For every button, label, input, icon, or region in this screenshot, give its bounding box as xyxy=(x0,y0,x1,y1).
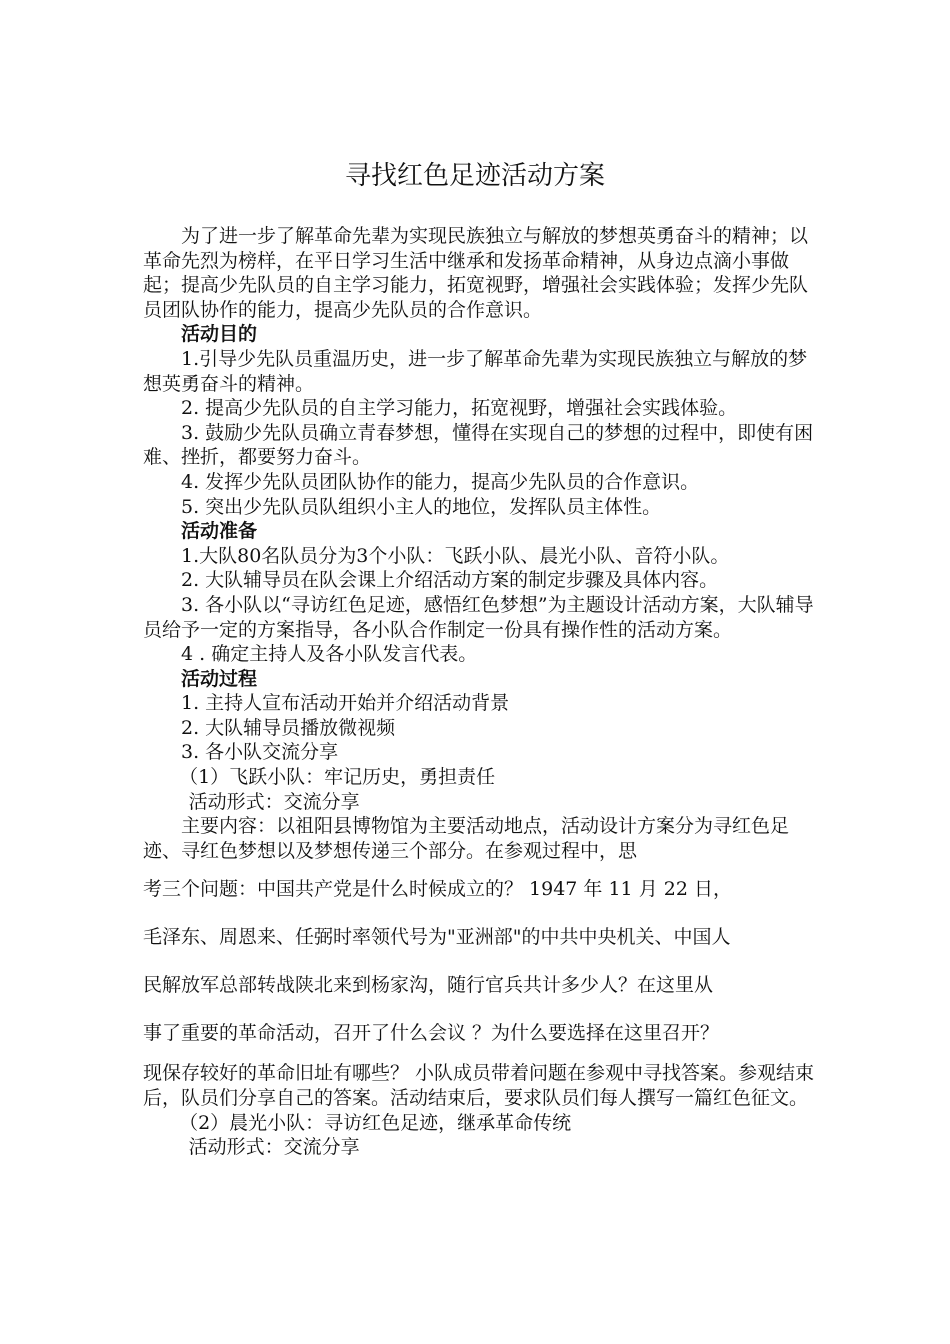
document-title: 寻找红色足迹活动方案 xyxy=(344,161,605,191)
process-item: 1. 主持人宣布活动开始并介绍活动背景 xyxy=(181,692,510,715)
preparation-heading: 活动准备 xyxy=(181,520,258,543)
document-body xyxy=(143,224,823,1160)
purpose-heading: 活动目的 xyxy=(181,323,258,346)
purpose-item: 5. 突出少先队员队组织小主人的地位，发挥队员主体性。 xyxy=(181,495,662,518)
preparation-item: 1.大队80名队员分为3个小队：飞跃小队、晨光小队、音符小队。 xyxy=(181,544,730,567)
team1-content-line: 考三个问题：中国共产党是什么时候成立的？ 1947 年 11 月 22 日， xyxy=(143,878,732,901)
purpose-item: 3. 鼓励少先队员确立青春梦想，懂得在实现自己的梦想的过程中，即使有困难、挫折，都要努力奋斗。 xyxy=(143,421,814,469)
team1-content: 主要内容：以祖阳县博物馆为主要活动地点，活动设计方案分为寻红色足迹、寻红色梦想以及梦想传递三个部分。在参观过程中，思 xyxy=(143,815,790,862)
team1-form: 活动形式：交流分享 xyxy=(188,790,360,813)
team1-content-line: 民解放军总部转战陕北来到杨家沟，随行官兵共计多少人？在这里从 xyxy=(143,974,714,997)
team2-form: 活动形式：交流分享 xyxy=(188,1136,360,1159)
team1-content-end: 现保存较好的革命旧址有哪些？ 小队成员带着问题在参观中寻找答案。参观结束后，队员们分享自己的答案。活动结束后，要求队员们每人撰写一篇红色征文。 xyxy=(143,1062,815,1110)
intro-paragraph: 为了进一步了解革命先辈为实现民族独立与解放的梦想英勇奋斗的精神；以革命先烈为榜样，在平日学习生活中继承和发扬革命精神，从身边点滴小事做起；提高少先队员的自主学习能力，拓宽视野，增强社会实践体验；发挥少先队员团队协作的能力，提高少先队员的合作意识。 xyxy=(143,225,809,321)
process-item: 3. 各小队交流分享 xyxy=(181,741,339,764)
team2-name: （2）晨光小队：寻访红色足迹，继承革命传统 xyxy=(179,1111,572,1134)
purpose-item: 1.引导少先队员重温历史，进一步了解革命先辈为实现民族独立与解放的梦想英勇奋斗的精神。 xyxy=(143,347,808,395)
preparation-item: 3. 各小队以“寻访红色足迹，感悟红色梦想”为主题设计活动方案，大队辅导员给予一定的方案指导，各小队合作制定一份具有操作性的活动方案。 xyxy=(143,593,814,641)
purpose-item: 4. 发挥少先队员团队协作的能力，提高少先队员的合作意识。 xyxy=(181,470,700,493)
preparation-item: 4 . 确定主持人及各小队发言代表。 xyxy=(181,643,478,666)
process-heading: 活动过程 xyxy=(181,667,258,690)
process-item: 2. 大队辅导员播放微视频 xyxy=(181,716,396,739)
preparation-item: 2. 大队辅导员在队会课上介绍活动方案的制定步骤及具体内容。 xyxy=(181,569,719,592)
team1-name: （1）飞跃小队：牢记历史，勇担责任 xyxy=(179,766,496,789)
team1-content-line: 事了重要的革命活动，召开了什么会议 ？为什么要选择在这里召开？ xyxy=(143,1022,720,1045)
team1-content-line: 毛泽东、周恩来、任弼时率领代号为"亚洲部"的中共中央机关、中国人 xyxy=(143,926,731,949)
purpose-item: 2. 提高少先队员的自主学习能力，拓宽视野，增强社会实践体验。 xyxy=(181,397,738,420)
